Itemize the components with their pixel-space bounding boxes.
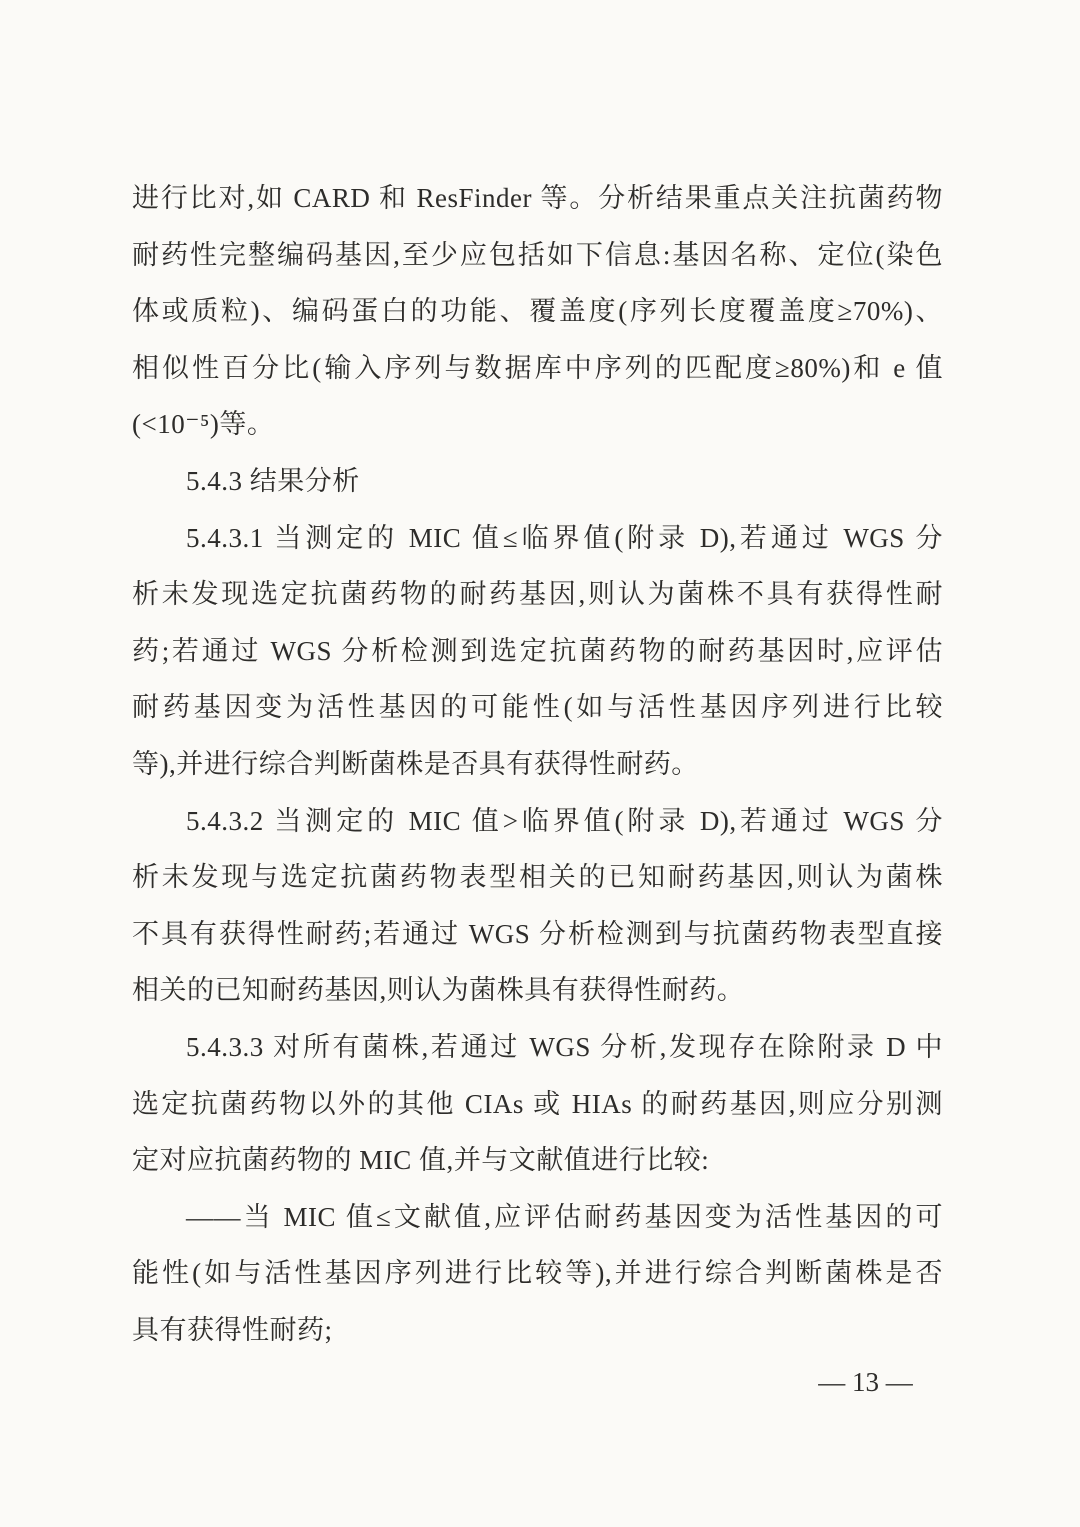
text-line: 具有获得性耐药; (132, 1314, 333, 1345)
page-number: — 13 — (818, 1367, 913, 1397)
text-line: 能性(如与活性基因序列进行比较等),并进行综合判断菌株是否 (132, 1258, 943, 1289)
text-line: 耐药性完整编码基因,至少应包括如下信息:基因名称、定位(染色 (132, 239, 943, 270)
text-line: 析未发现与选定抗菌药物表型相关的已知耐药基因,则认为菌株 (132, 862, 943, 893)
para-5-4-3-1-line: 5.4.3.1 当测定的 MIC 值≤临界值(附录 D),若通过 WGS 分 (186, 522, 943, 553)
text-line: 选定抗菌药物以外的其他 CIAs 或 HIAs 的耐药基因,则应分别测 (132, 1088, 943, 1119)
text-line: 相似性百分比(输入序列与数据库中序列的匹配度≥80%)和 e 值 (132, 352, 943, 383)
para-5-4-3-2-line: 5.4.3.2 当测定的 MIC 值>临界值(附录 D),若通过 WGS 分 (186, 805, 943, 836)
text-line: 定对应抗菌药物的 MIC 值,并与文献值进行比较: (132, 1145, 710, 1176)
text-line: 相关的已知耐药基因,则认为菌株具有获得性耐药。 (132, 975, 745, 1006)
text-line: 不具有获得性耐药;若通过 WGS 分析检测到与抗菌药物表型直接 (132, 918, 943, 949)
text-line: 药;若通过 WGS 分析检测到选定抗菌药物的耐药基因时,应评估 (132, 635, 943, 666)
dash-item-line: ——当 MIC 值≤文献值,应评估耐药基因变为活性基因的可 (186, 1201, 943, 1232)
text-line: 体或质粒)、编码蛋白的功能、覆盖度(序列长度覆盖度≥70%)、 (132, 296, 943, 327)
text-line: 等),并进行综合判断菌株是否具有获得性耐药。 (132, 748, 699, 779)
text-body (132, 170, 943, 1358)
section-heading-5-4-3: 5.4.3 结果分析 (186, 465, 360, 496)
para-5-4-3-3-line: 5.4.3.3 对所有菌株,若通过 WGS 分析,发现存在除附录 D 中 (186, 1031, 943, 1062)
text-line: 耐药基因变为活性基因的可能性(如与活性基因序列进行比较 (132, 692, 943, 723)
text-line: (<10⁻⁵)等。 (132, 409, 275, 440)
text-line: 析未发现选定抗菌药物的耐药基因,则认为菌株不具有获得性耐 (132, 579, 943, 610)
text-line: 进行比对,如 CARD 和 ResFinder 等。分析结果重点关注抗菌药物 (132, 183, 943, 213)
